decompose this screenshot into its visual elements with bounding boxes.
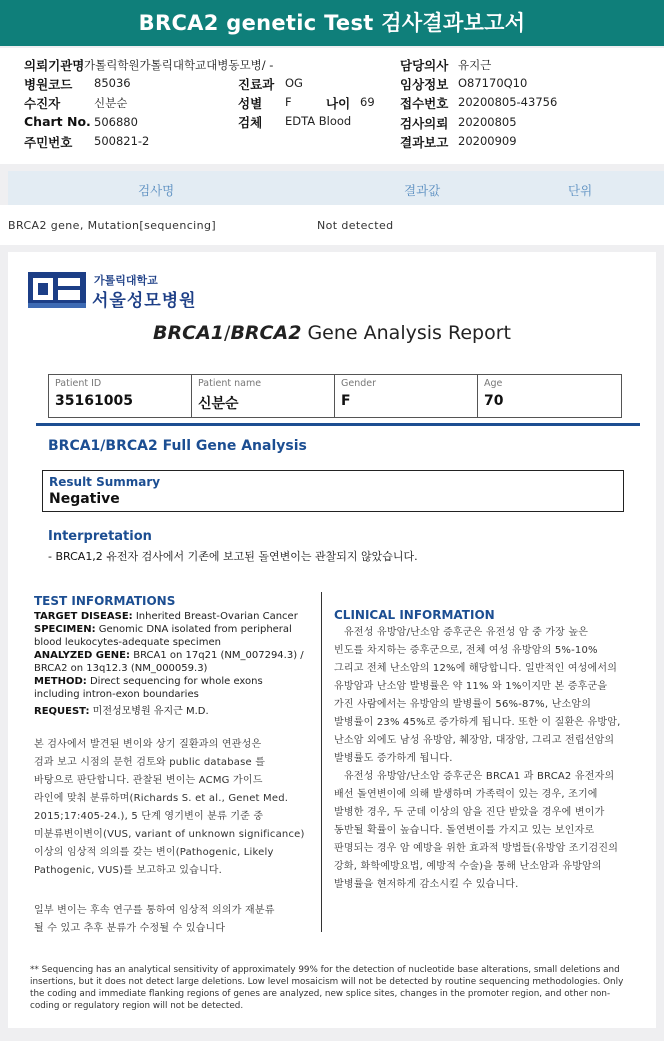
analyzed-gene-value-1: BRCA1 on 17q21 (NM_007294.3) / bbox=[133, 650, 304, 661]
test-info-body bbox=[34, 610, 316, 718]
chart-value: 506880 bbox=[94, 115, 138, 129]
method-value-1: Direct sequencing for whole exons bbox=[89, 676, 263, 687]
footnote: ** Sequencing has an analytical sensitivity of approximately 99% for the detection of nucleotide base alterations, small deletions and insertions, but it does not detect large deletions. Low level mosaicism will not be detected by routine sequencing methodologies. Only the coding and immediate flanking regions of genes are analyzed, new splice sites, changes in the promoter region, and other non-coding or regulatory region will not be detected. bbox=[30, 965, 624, 1011]
department-label: 진료과 bbox=[238, 77, 275, 92]
gender-label: Gender bbox=[341, 378, 377, 389]
results-table-header bbox=[8, 171, 664, 205]
clinical-line: 유방암과 난소암 발병률은 약 11% 와 1%이지만 본 증후군을 bbox=[334, 681, 608, 692]
korean-note-2-line: 일부 변이는 후속 연구를 통하여 임상적 의의가 재분류 bbox=[34, 905, 275, 916]
specimen-value-1: Genomic DNA isolated from peripheral bbox=[98, 624, 292, 635]
column-divider bbox=[321, 592, 322, 932]
doctor-label: 담당의사 bbox=[400, 58, 449, 73]
korean-note-2 bbox=[34, 902, 320, 938]
section-title: BRCA1/BRCA2 Full Gene Analysis bbox=[48, 438, 307, 454]
interpretation-label: Interpretation bbox=[48, 529, 152, 544]
request-value-report: 미전성모병원 유지근 M.D. bbox=[92, 706, 209, 717]
col-result[interactable]: 결과값 bbox=[404, 183, 441, 198]
age-label: 나이 bbox=[326, 96, 351, 111]
col-unit[interactable]: 단위 bbox=[568, 183, 593, 198]
clinical-line: 강화, 화학예방요법, 예방적 수술)을 통해 난소암과 유방암의 bbox=[334, 861, 602, 872]
korean-note-1-line: 라인에 맞춰 분류하며(Richards S. et al., Genet Med. bbox=[34, 793, 289, 804]
clinical-line: 빈도를 차지하는 증후군으로, 전체 여성 유방암의 5%-10% bbox=[334, 645, 598, 656]
clinical-line: 유전성 유방암/난소암 증후군은 유전성 암 중 가장 높은 bbox=[344, 627, 589, 638]
clinical-value: O87170Q10 bbox=[458, 76, 528, 90]
specimen-label-report: SPECIMEN: bbox=[34, 624, 96, 635]
result-summary-label: Result Summary bbox=[49, 475, 161, 489]
gene-analysis-report bbox=[8, 252, 656, 1028]
hospital-name: 서울성모병원 bbox=[92, 291, 197, 311]
result-summary-value: Negative bbox=[49, 491, 120, 507]
hospital-code-value: 85036 bbox=[94, 76, 131, 90]
method-label: METHOD: bbox=[34, 676, 87, 687]
resident-label: 주민번호 bbox=[24, 135, 73, 150]
korean-note-1-line: 본 검사에서 발견된 변이와 상기 질환과의 연관성은 bbox=[34, 739, 262, 750]
specimen-value-2: blood leukocytes-adequate specimen bbox=[34, 637, 221, 648]
title-gene-2: BRCA2 bbox=[230, 322, 302, 344]
korean-note-1-line: 2015;17:405-24.), 5 단계 영기변이 분류 기준 중 bbox=[34, 811, 264, 822]
result-summary-box bbox=[42, 470, 624, 512]
clinical-info-title: CLINICAL INFORMATION bbox=[334, 608, 495, 622]
table-row[interactable] bbox=[0, 205, 664, 245]
korean-note-1-line: 검과 보고 시점의 문헌 검토와 public database 를 bbox=[34, 757, 266, 768]
clinical-line: 가진 사람에서는 유방암의 발병률이 56%-87%, 난소암의 bbox=[334, 699, 592, 710]
hospital-logo-icon bbox=[28, 272, 86, 308]
title-separator: / bbox=[224, 322, 231, 344]
request-label: 검사의뢰 bbox=[400, 116, 449, 131]
clinical-line: 동반될 확률이 높습니다. 돌연변이를 가지고 있는 보인자로 bbox=[334, 825, 595, 836]
department-value: OG bbox=[285, 76, 303, 90]
patient-id-cell bbox=[49, 375, 192, 417]
report-date-value: 20200909 bbox=[458, 134, 517, 148]
korean-note-1-line: 미분류변이변이(VUS, variant of unknown significance) bbox=[34, 829, 305, 840]
report-date-label: 결과보고 bbox=[400, 135, 449, 150]
patient-id-value: 35161005 bbox=[55, 393, 133, 409]
sex-label: 성별 bbox=[238, 96, 263, 111]
test-info-title: TEST INFORMATIONS bbox=[34, 594, 176, 608]
institution-label: 의뢰기관명 bbox=[24, 58, 85, 73]
clinical-line: 배선 돌연변이에 의해 발생하며 가족력이 있는 경우, 조기에 bbox=[334, 789, 598, 800]
korean-note-1-line: Pathogenic, VUS)를 보고하고 있습니다. bbox=[34, 865, 223, 876]
request-value: 20200805 bbox=[458, 115, 517, 129]
divider bbox=[36, 423, 640, 426]
patient-id-label: Patient ID bbox=[55, 378, 102, 389]
request-label-report: REQUEST: bbox=[34, 706, 90, 717]
report-banner-title: BRCA2 genetic Test 검사결과보고서 bbox=[0, 0, 664, 46]
report-title bbox=[8, 322, 656, 344]
korean-note-1-line: 이상의 임상적 의의를 갖는 변이(Pathogenic, Likely bbox=[34, 847, 274, 858]
title-rest: Gene Analysis Report bbox=[301, 322, 511, 344]
sex-value: F bbox=[285, 95, 292, 109]
chart-label: Chart No. bbox=[24, 114, 91, 129]
analyzed-gene-value-2: BRCA2 on 13q12.3 (NM_000059.3) bbox=[34, 663, 208, 674]
age-label-report: Age bbox=[484, 378, 503, 389]
clinical-info-body bbox=[334, 624, 638, 894]
col-test-name[interactable]: 검사명 bbox=[138, 183, 175, 198]
korean-note-1 bbox=[34, 736, 320, 880]
clinical-line: 그리고 전체 난소암의 12%에 해당합니다. 일반적인 여성에서의 bbox=[334, 663, 618, 674]
clinical-line: 발병률도 증가하게 됩니다. bbox=[334, 753, 453, 764]
result-value: Not detected bbox=[317, 219, 394, 232]
title-gene-1: BRCA1 bbox=[153, 322, 225, 344]
specimen-value: EDTA Blood bbox=[285, 114, 352, 128]
institution-value: 가톨릭학원가톨릭대학교대병동모병/ - bbox=[84, 58, 274, 72]
result-test-name: BRCA2 gene, Mutation[sequencing] bbox=[8, 219, 217, 232]
receipt-value: 20200805-43756 bbox=[458, 95, 558, 109]
korean-note-2-line: 될 수 있고 추후 분류가 수정될 수 있습니다 bbox=[34, 923, 226, 934]
patient-info-panel bbox=[0, 48, 664, 164]
hospital-name-small: 가톨릭대학교 bbox=[94, 274, 158, 287]
patient-summary-table bbox=[48, 374, 622, 418]
receipt-label: 접수번호 bbox=[400, 96, 449, 111]
interpretation-text: - BRCA1,2 유전자 검사에서 기존에 보고된 돌연변이는 관찰되지 않았습니다. bbox=[48, 550, 418, 563]
clinical-line: 발병한 경우, 두 군데 이상의 암을 진단 받았을 경우에 변이가 bbox=[334, 807, 605, 818]
target-disease-value: Inherited Breast-Ovarian Cancer bbox=[135, 611, 298, 622]
target-disease-label: TARGET DISEASE: bbox=[34, 611, 133, 622]
patient-name-label: Patient name bbox=[198, 378, 262, 389]
age-value: 69 bbox=[360, 95, 375, 109]
analyzed-gene-label: ANALYZED GENE: bbox=[34, 650, 131, 661]
clinical-line: 발병률을 현저하게 감소시킬 수 있습니다. bbox=[334, 879, 519, 890]
patient-label: 수진자 bbox=[24, 96, 61, 111]
patient-name-cell bbox=[192, 375, 335, 417]
korean-note-1-line: 바탕으로 판단합니다. 관찰된 변이는 ACMG 가이드 bbox=[34, 775, 263, 786]
patient-value: 신분순 bbox=[94, 96, 128, 110]
age-value-report: 70 bbox=[484, 393, 504, 409]
clinical-line: 발병률이 23% 45%로 증가하게 됩니다. 또한 이 질환은 유방암, bbox=[334, 717, 621, 728]
patient-name-value: 신분순 bbox=[198, 396, 239, 412]
clinical-line: 난소암 외에도 남성 유방암, 췌장암, 대장암, 그리고 전립선암의 bbox=[334, 735, 615, 746]
resident-value: 500821-2 bbox=[94, 134, 150, 148]
clinical-label: 임상정보 bbox=[400, 77, 449, 92]
doctor-value: 유지근 bbox=[458, 58, 492, 72]
method-value-2: including intron-exon boundaries bbox=[34, 689, 199, 700]
specimen-label: 검체 bbox=[238, 115, 263, 130]
clinical-line: 판명되는 경우 암 예방을 위한 효과적 방법들(유방암 조기검진의 bbox=[334, 843, 619, 854]
gender-value: F bbox=[341, 393, 351, 409]
hospital-code-label: 병원코드 bbox=[24, 77, 73, 92]
age-cell bbox=[478, 375, 620, 417]
gender-cell bbox=[335, 375, 478, 417]
clinical-line: 유전성 유방암/난소암 증후군은 BRCA1 과 BRCA2 유전자의 bbox=[344, 771, 615, 782]
